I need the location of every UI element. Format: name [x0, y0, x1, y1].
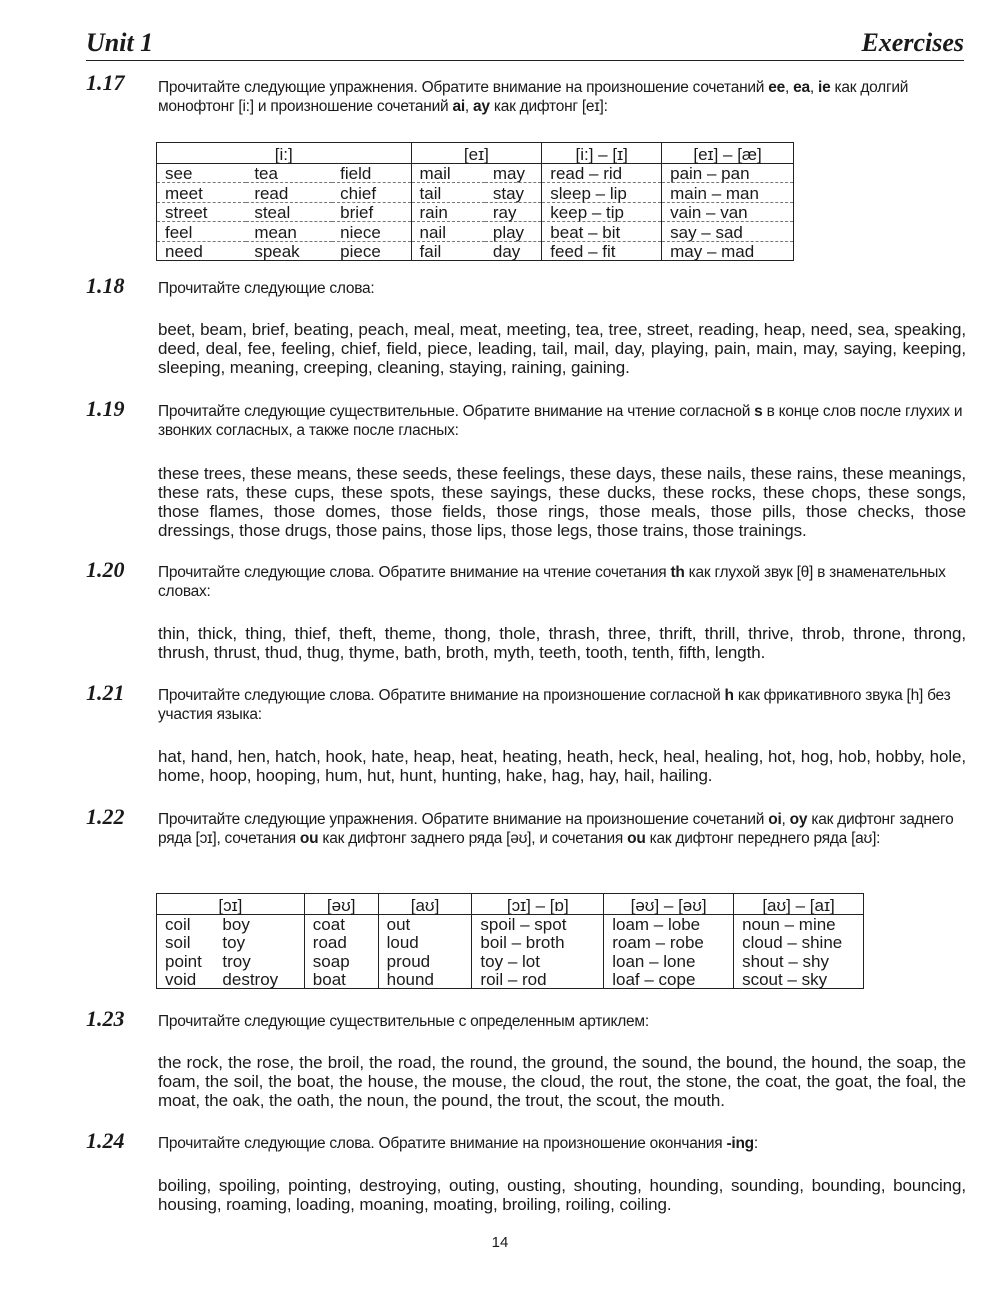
- table-cell: brief: [332, 202, 411, 221]
- table-cell: roam – robe: [604, 933, 734, 951]
- table-cell: troy: [222, 951, 251, 971]
- exercise-number: 1.17: [86, 70, 125, 95]
- exercise-instruction: [158, 1134, 966, 1153]
- exercise-words: these trees, these means, these seeds, these feelings, these days, these nails, these rains, these meanings, these rats, these cups, these spots, these sayings, these ducks, these rocks, these chops, these songs, those flames, those domes, those fields, those rings, those meals, those pills, those checks, those dressings, those drugs, those pains, those lips, those legs, those trains, those trainings.: [158, 464, 966, 540]
- exercise-words: the rock, the rose, the broil, the road, the round, the ground, the sound, the bound, the hound, the soap, the foam, the soil, the boat, the house, the mouse, the cloud, the rout, the stone, the coat, the goat, the foal, the moat, the oak, the oath, the noun, the pound, the trout, the scout, the mouth.: [158, 1053, 966, 1110]
- table-cell: need: [165, 241, 203, 261]
- exercise-instruction: [158, 402, 966, 440]
- table-row: [157, 202, 794, 221]
- table-cell: void: [165, 969, 197, 989]
- instruction-bold-fragment: ai: [452, 98, 465, 115]
- table-header-row: [157, 894, 864, 915]
- table-cell: loam – lobe: [604, 915, 734, 934]
- exercise-words: boiling, spoiling, pointing, destroying, outing, ousting, shouting, hounding, sounding, bounding, bouncing, housing, roaming, loading, moaning, moating, broiling, roiling, coiling.: [158, 1176, 966, 1214]
- exercise-instruction: [158, 78, 966, 116]
- exercise-number: 1.18: [86, 273, 125, 298]
- table-cell: loaf – cope: [604, 970, 734, 989]
- table-cell: read: [246, 183, 332, 202]
- table-cell: chief: [332, 183, 411, 202]
- table-cell: keep – tip: [542, 202, 662, 221]
- table-cell: noun – mine: [734, 915, 864, 934]
- table-cell: rain: [411, 202, 485, 221]
- instruction-fragment: Прочитайте следующие слова. Обратите внимание на произношение согласной: [158, 687, 725, 704]
- table-cell: shout – shy: [734, 951, 864, 969]
- table-row: [157, 222, 794, 241]
- table-cell: tail: [411, 183, 485, 202]
- table-header: [eɪ] – [æ]: [662, 143, 794, 164]
- table-cell: loud: [378, 933, 472, 951]
- exercise-instruction: [158, 279, 966, 298]
- table-cell: mail: [411, 164, 485, 183]
- instruction-fragment: ,: [809, 79, 819, 96]
- instruction-fragment: ,: [785, 79, 794, 96]
- instruction-bold-fragment: -ing: [726, 1135, 754, 1152]
- table-cell: boat: [304, 970, 378, 989]
- table-cell: coat: [304, 915, 378, 934]
- exercise-number: 1.24: [86, 1128, 125, 1153]
- instruction-fragment: Прочитайте следующие слова. Обратите внимание на произношение окончания: [158, 1135, 727, 1152]
- table-cell: road: [304, 933, 378, 951]
- instruction-bold-fragment: s: [754, 403, 763, 420]
- exercise-instruction: [158, 686, 966, 724]
- table-cell: point: [165, 951, 202, 971]
- table-cell: toy: [222, 933, 246, 953]
- table-cell: piece: [340, 241, 381, 261]
- instruction-bold-fragment: ou: [299, 830, 319, 847]
- table-cell: sleep – lip: [542, 183, 662, 202]
- table-row: [157, 970, 864, 989]
- table-row: [157, 933, 864, 951]
- table-cell: destroy: [222, 969, 279, 989]
- table-cell: may – mad: [662, 241, 794, 260]
- table-row: [157, 241, 794, 260]
- instruction-fragment: ,: [781, 811, 790, 828]
- table-cell: soap: [304, 951, 378, 969]
- table-cell: boil – broth: [472, 933, 604, 951]
- exercise-number: 1.20: [86, 557, 125, 582]
- table-cell: tea: [246, 164, 332, 183]
- table-cell: mean: [246, 222, 332, 241]
- exercise-instruction: [158, 810, 966, 848]
- instruction-fragment: как долгий монофтонг [i:] и произношение сочетаний: [158, 79, 909, 115]
- table-cell: hound: [378, 970, 472, 989]
- instruction-bold-fragment: ou: [627, 830, 646, 847]
- vowel-table-2: [156, 893, 864, 989]
- table-cell: boy: [222, 915, 250, 935]
- instruction-bold-fragment: ea: [793, 79, 810, 96]
- exercise-words: beet, beam, brief, beating, peach, meal, meat, meeting, tea, tree, street, reading, heap, need, sea, speaking, deed, deal, fee, feeling, chief, field, piece, leading, tail, mail, day, playing, pain, main, may, saying, keeping, sleeping, meaning, creeping, cleaning, staying, raining, gaining.: [158, 320, 966, 377]
- table-header: [əʊ]: [304, 894, 378, 915]
- instruction-bold-fragment: ie: [818, 79, 831, 96]
- exercise-words: thin, thick, thing, thief, theft, theme, thong, thole, thrash, three, thrift, thrill, thrive, throb, throne, throng, thrush, thrust, thud, thug, thyme, bath, broth, myth, teeth, tooth, tenth, fifth, length.: [158, 624, 966, 662]
- table-row: [157, 915, 864, 934]
- table-cell: soil: [165, 933, 191, 953]
- table-cell: fail: [411, 241, 485, 260]
- table-cell: stay: [485, 183, 542, 202]
- table-cell: may: [485, 164, 542, 183]
- instruction-fragment: как фрикативного звука [h] без участия языка:: [158, 687, 951, 723]
- table-row: [157, 951, 864, 969]
- table-header: [eɪ]: [411, 143, 542, 164]
- instruction-fragment: в конце слов после глухих и звонких согласных, а также после гласных:: [158, 403, 963, 439]
- instruction-fragment: как дифтонг переднего ряда [aʊ]:: [645, 830, 881, 847]
- instruction-fragment: как дифтонг заднего ряда [əʊ], и сочетания: [318, 830, 628, 847]
- table-cell: meet: [157, 183, 247, 202]
- table-cell: read – rid: [542, 164, 662, 183]
- table-cell: niece: [332, 222, 411, 241]
- table-header: [i:] – [ɪ]: [542, 143, 662, 164]
- table-cell: beat – bit: [542, 222, 662, 241]
- table-cell: feed – fit: [542, 241, 662, 260]
- table-header: [aʊ] – [aɪ]: [734, 894, 864, 915]
- table-cell: out: [378, 915, 472, 934]
- table-cell: roil – rod: [472, 970, 604, 989]
- table-cell: scout – sky: [734, 970, 864, 989]
- table-cell: vain – van: [662, 202, 794, 221]
- exercise-number: 1.21: [86, 680, 125, 705]
- exercise-instruction: [158, 563, 966, 601]
- table-cell: street: [157, 202, 247, 221]
- table-header: [əʊ] – [əʊ]: [604, 894, 734, 915]
- instruction-bold-fragment: oy: [789, 811, 808, 828]
- table-header: [ɔɪ] – [ɒ]: [472, 894, 604, 915]
- table-cell: ray: [485, 202, 542, 221]
- table-cell: main – man: [662, 183, 794, 202]
- exercise-number: 1.19: [86, 396, 125, 421]
- table-header: [i:]: [157, 143, 412, 164]
- table-cell: day: [492, 241, 521, 261]
- instruction-bold-fragment: ay: [473, 98, 490, 115]
- instruction-fragment: как глухой звук [θ] в знаменательных словах:: [158, 564, 946, 600]
- table-cell: feel: [157, 222, 247, 241]
- page-header: [86, 26, 964, 61]
- table-cell: loan – lone: [604, 951, 734, 969]
- exercise-words: hat, hand, hen, hatch, hook, hate, heap, heat, heating, heath, heck, heal, healing, hot, hog, hob, hobby, hole, home, hoop, hooping, hum, hut, hunt, hunting, hake, hag, hay, hail, hailing.: [158, 747, 966, 785]
- section-title: Exercises: [861, 28, 964, 57]
- instruction-fragment: Прочитайте следующие слова. Обратите внимание на чтение сочетания: [158, 564, 671, 581]
- instruction-fragment: ,: [464, 98, 474, 115]
- table-cell: nail: [411, 222, 485, 241]
- instruction-bold-fragment: oi: [768, 811, 782, 828]
- exercise-instruction: [158, 1012, 966, 1031]
- instruction-fragment: Прочитайте следующие существительные с определенным артиклем:: [158, 1013, 649, 1030]
- table-row: [157, 183, 794, 202]
- instruction-bold-fragment: th: [670, 564, 685, 581]
- instruction-fragment: Прочитайте следующие упражнения. Обратите внимание на произношение сочетаний: [158, 79, 769, 96]
- instruction-fragment: Прочитайте следующие упражнения. Обратите внимание на произношение сочетаний: [158, 811, 769, 828]
- page-number: 14: [491, 1234, 509, 1251]
- instruction-fragment: как дифтонг [eɪ]:: [489, 98, 608, 115]
- instruction-fragment: Прочитайте следующие слова:: [158, 280, 375, 297]
- table-header-row: [157, 143, 794, 164]
- table-cell: toy – lot: [472, 951, 604, 969]
- table-cell: play: [485, 222, 542, 241]
- table-cell: speak: [254, 241, 300, 261]
- table-cell: field: [332, 164, 411, 183]
- instruction-bold-fragment: ee: [768, 79, 786, 96]
- table-cell: proud: [378, 951, 472, 969]
- instruction-bold-fragment: h: [724, 687, 734, 704]
- unit-title: Unit 1: [86, 28, 154, 57]
- table-cell: spoil – spot: [472, 915, 604, 934]
- instruction-fragment: :: [753, 1135, 758, 1152]
- table-cell: see: [157, 164, 247, 183]
- table-cell: cloud – shine: [734, 933, 864, 951]
- table-header: [aʊ]: [378, 894, 472, 915]
- table-cell: pain – pan: [662, 164, 794, 183]
- instruction-fragment: как дифтонг заднего ряда [ɔɪ], сочетания: [158, 811, 954, 847]
- vowel-table-1: [156, 142, 794, 261]
- exercise-number: 1.23: [86, 1006, 125, 1031]
- table-cell: coil: [165, 915, 191, 935]
- table-header: [ɔɪ]: [157, 894, 305, 915]
- table-cell: say – sad: [662, 222, 794, 241]
- table-cell: steal: [246, 202, 332, 221]
- exercise-number: 1.22: [86, 804, 125, 829]
- instruction-fragment: Прочитайте следующие существительные. Обратите внимание на чтение согласной: [158, 403, 755, 420]
- table-row: [157, 164, 794, 183]
